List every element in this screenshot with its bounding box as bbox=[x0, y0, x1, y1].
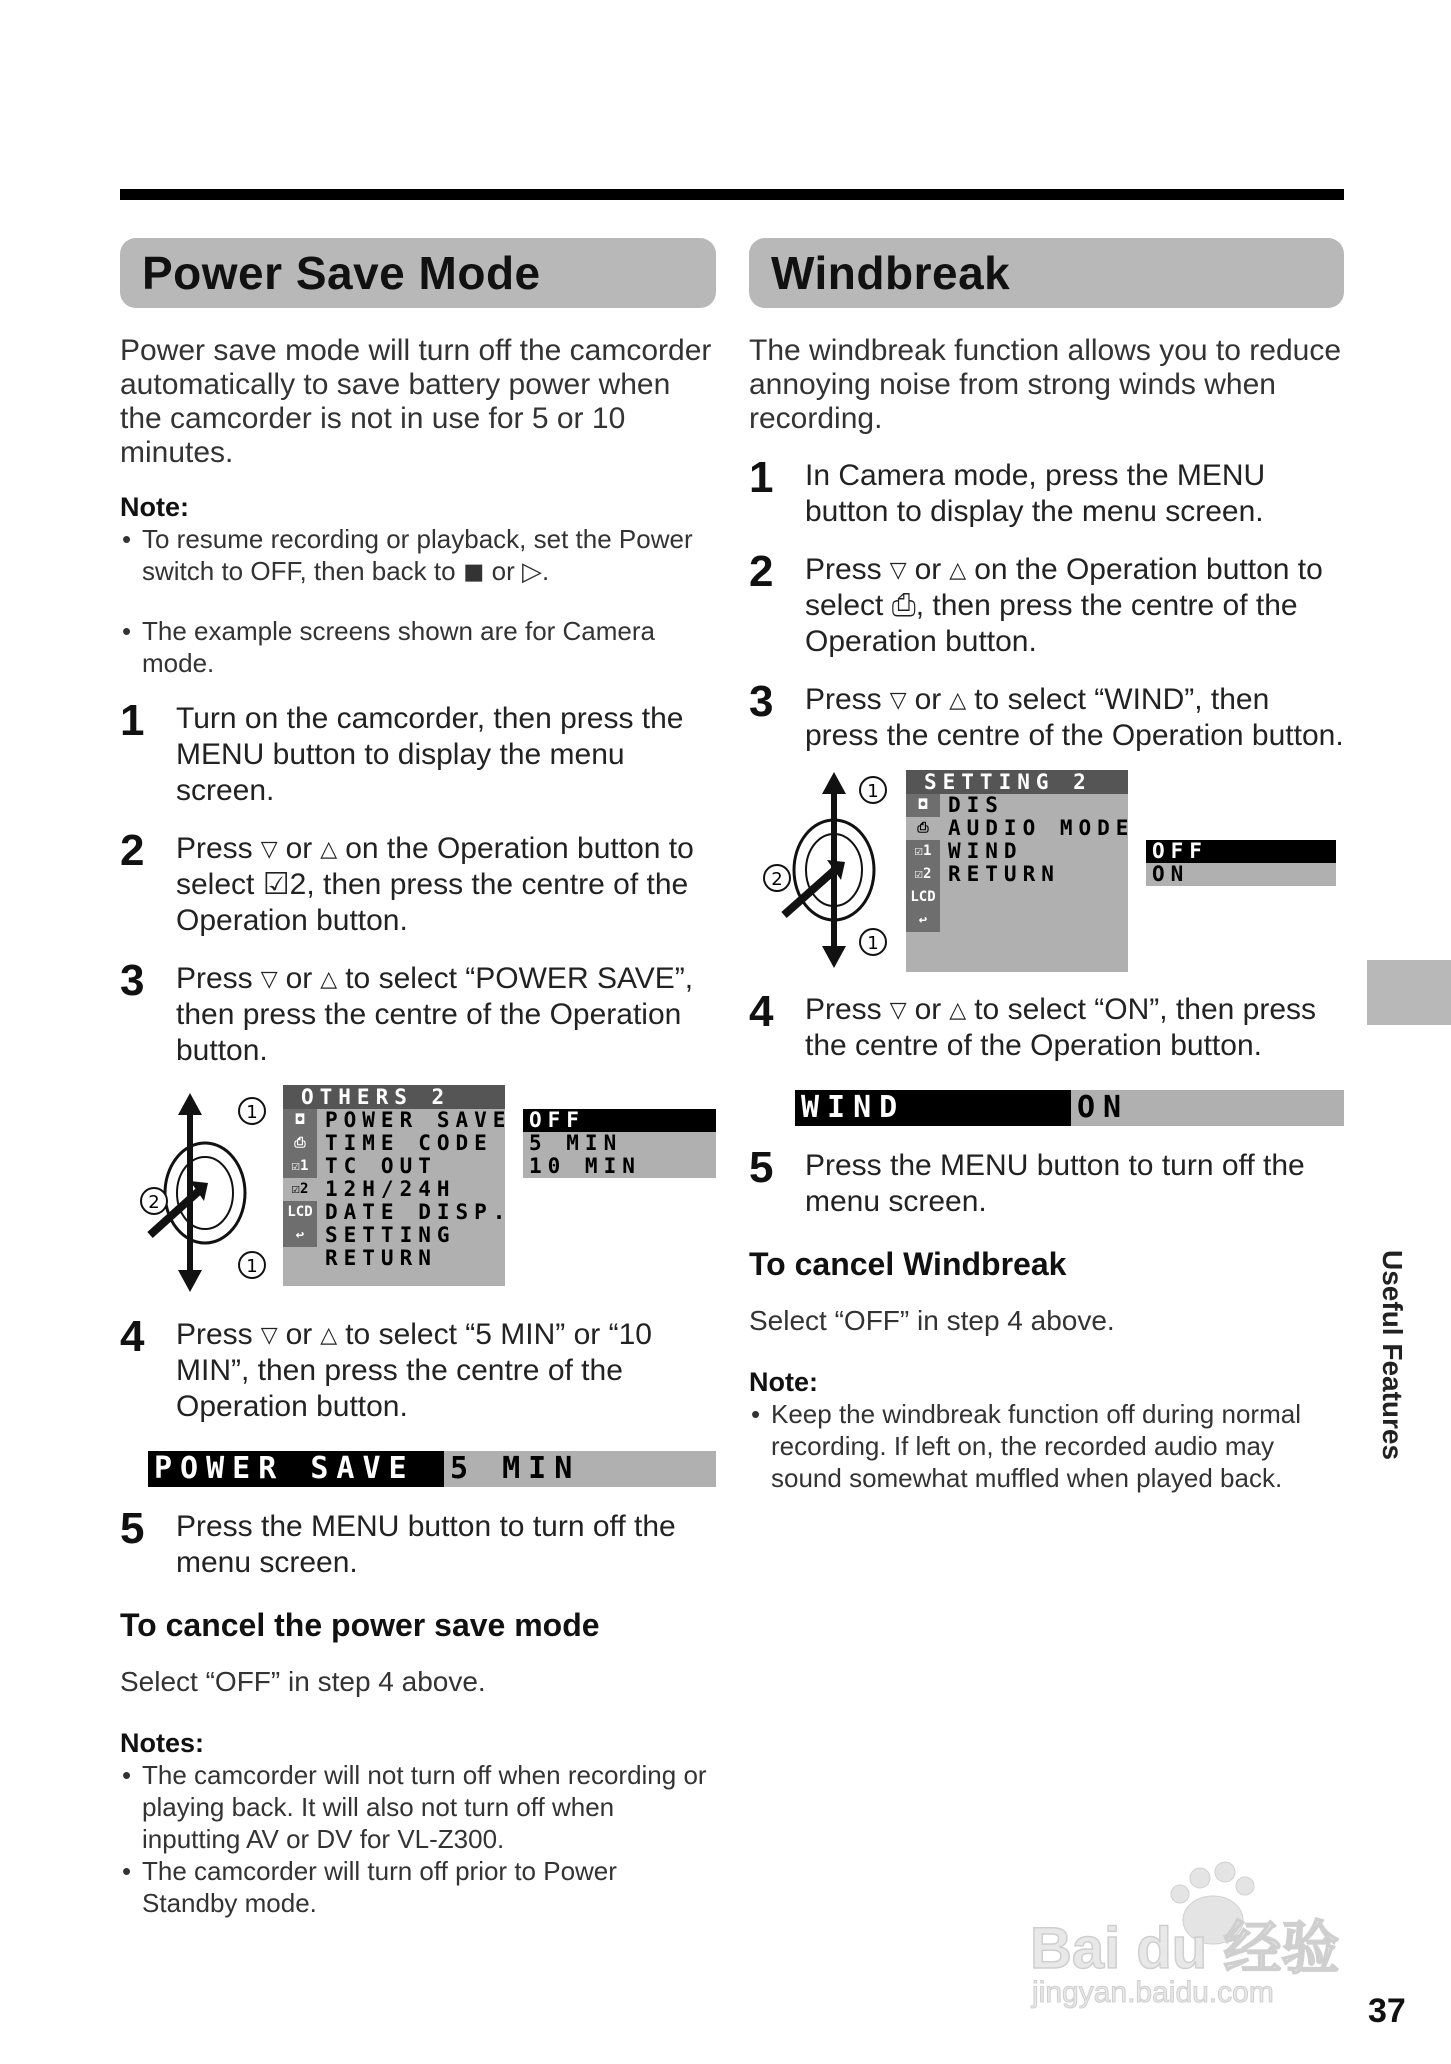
step-2: 2 Press ▽ or △ on the Operation button to select ⎙, then press the centre of the Operation button. bbox=[749, 547, 1323, 658]
setting2-icon: ☑2 bbox=[283, 1178, 317, 1201]
operation-button-icon bbox=[120, 1085, 290, 1295]
note-item: • The example screens shown are for Camera mode. bbox=[120, 615, 716, 679]
lcd-icon: LCD bbox=[283, 1201, 317, 1224]
step-3: 3 Press ▽ or △ to select “WIND”, then press the centre of the Operation button. bbox=[749, 677, 1344, 752]
step-2: 2 Press ▽ or △ on the Operation button to select ☑2, then press the centre of the Operation button. bbox=[120, 826, 694, 937]
step-1: 1 In Camera mode, press the MENU button to display the menu screen. bbox=[749, 453, 1266, 528]
section-title: Power Save Mode bbox=[120, 238, 716, 308]
camera-icon: ◼ bbox=[462, 556, 485, 586]
note-heading: Note: bbox=[120, 492, 189, 522]
down-triangle-icon: ▽ bbox=[260, 966, 278, 991]
cancel-heading: To cancel Windbreak bbox=[749, 1246, 1067, 1282]
svg-text:1: 1 bbox=[246, 1256, 258, 1277]
svg-text:1: 1 bbox=[867, 781, 879, 802]
setting-icon: ⎙ bbox=[283, 1132, 317, 1155]
menu-illustration bbox=[749, 770, 1344, 970]
setting-icon: ⎙ bbox=[906, 817, 940, 840]
note-item: • To resume recording or playback, set the Power switch to OFF, then back to ◼ or ▷. bbox=[120, 523, 716, 587]
svg-text:1: 1 bbox=[867, 933, 879, 954]
camera-icon: ◘ bbox=[283, 1109, 317, 1132]
intro-text: The windbreak function allows you to reduce annoying noise from strong winds when recording. bbox=[749, 334, 1342, 435]
return-icon: ↩ bbox=[283, 1224, 317, 1247]
up-triangle-icon: △ bbox=[949, 997, 967, 1022]
power-save-options: OFF 5 MIN 10 MIN bbox=[523, 1109, 716, 1178]
power-save-status-bar: POWER SAVE 5 MIN bbox=[148, 1451, 716, 1487]
up-triangle-icon: △ bbox=[320, 1322, 338, 1347]
step-3: 3 Press ▽ or △ to select “POWER SAVE”, then press the centre of the Operation button. bbox=[120, 956, 694, 1067]
return-icon: ↩ bbox=[906, 909, 940, 932]
step-4: 4 Press ▽ or △ to select “5 MIN” or “10 MIN”, then press the centre of the Operation button. bbox=[120, 1312, 652, 1423]
down-triangle-icon: ▽ bbox=[260, 836, 278, 861]
down-triangle-icon: ▽ bbox=[889, 557, 907, 582]
note-heading: Note: bbox=[749, 1367, 818, 1397]
setting2-icon: ☑2 bbox=[906, 863, 940, 886]
step-4: 4 Press ▽ or △ to select “ON”, then press the centre of the Operation button. bbox=[749, 987, 1317, 1062]
camera-icon: ◘ bbox=[906, 794, 940, 817]
setting-icon: ⎙ bbox=[891, 589, 916, 622]
step-5: 5 Press the MENU button to turn off the menu screen. bbox=[120, 1504, 676, 1579]
svg-text:jingyan.baidu.com: jingyan.baidu.com bbox=[1032, 1976, 1274, 2009]
notes-heading: Notes: bbox=[120, 1728, 205, 1758]
others2-menu: OTHERS 2 ◘ POWER SAVE ⎙ TIME CODE ☑1 TC OUT ☑2 12H/24H LCD DATE DISP. ↩ SETTING RETURN bbox=[283, 1085, 505, 1286]
note-item: • Keep the windbreak function off during normal recording. If left on, the recorded audio may sound somewhat muffled when played back. bbox=[749, 1398, 1344, 1494]
setting1-icon: ☑1 bbox=[906, 840, 940, 863]
side-tab bbox=[1367, 960, 1451, 1025]
up-triangle-icon: △ bbox=[320, 966, 338, 991]
intro-text: Power save mode will turn off the camcorder automatically to save battery power when the camcorder is not in use for 5 or 10 minutes. bbox=[120, 334, 712, 469]
down-triangle-icon: ▽ bbox=[889, 997, 907, 1022]
baidu-watermark bbox=[1030, 1850, 1370, 2010]
wind-options: OFF ON bbox=[1146, 840, 1336, 886]
power-save-section bbox=[120, 238, 716, 1919]
svg-text:1: 1 bbox=[246, 1102, 258, 1123]
page-number: 37 bbox=[1368, 1992, 1406, 2030]
note-item: • The camcorder will turn off prior to Power Standby mode. bbox=[120, 1855, 716, 1919]
up-triangle-icon: △ bbox=[949, 687, 967, 712]
lcd-icon: LCD bbox=[906, 886, 940, 909]
setting1-icon: ☑1 bbox=[283, 1155, 317, 1178]
top-rule bbox=[120, 189, 1344, 200]
menu-illustration bbox=[120, 1085, 716, 1295]
setting2-icon: ☑2 bbox=[262, 868, 307, 901]
cancel-text: Select “OFF” in step 4 above. bbox=[120, 1666, 486, 1697]
wind-status-bar: WIND ON bbox=[795, 1090, 1344, 1126]
step-5: 5 Press the MENU button to turn off the menu screen. bbox=[749, 1143, 1305, 1218]
play-icon: ▷ bbox=[522, 556, 542, 586]
step-1: 1 Turn on the camcorder, then press the MENU button to display the menu screen. bbox=[120, 696, 684, 807]
svg-text:2: 2 bbox=[148, 1192, 160, 1213]
setting2-menu: SETTING 2 ◘ DIS ⎙ AUDIO MODE ☑1 WIND ☑2 RETURN LCD ↩ bbox=[906, 770, 1128, 972]
svg-text:2: 2 bbox=[771, 869, 783, 890]
operation-button-icon bbox=[749, 770, 919, 970]
cancel-text: Select “OFF” in step 4 above. bbox=[749, 1305, 1115, 1336]
windbreak-section bbox=[749, 238, 1344, 1494]
up-triangle-icon: △ bbox=[320, 836, 338, 861]
svg-text:Bai du 经验: Bai du 经验 bbox=[1030, 1916, 1340, 1981]
section-title: Windbreak bbox=[749, 238, 1344, 308]
note-item: • The camcorder will not turn off when recording or playing back. It will also not turn off when inputting AV or DV for VL-Z300. bbox=[120, 1759, 716, 1855]
cancel-heading: To cancel the power save mode bbox=[120, 1607, 600, 1643]
down-triangle-icon: ▽ bbox=[889, 687, 907, 712]
up-triangle-icon: △ bbox=[949, 557, 967, 582]
down-triangle-icon: ▽ bbox=[260, 1322, 278, 1347]
